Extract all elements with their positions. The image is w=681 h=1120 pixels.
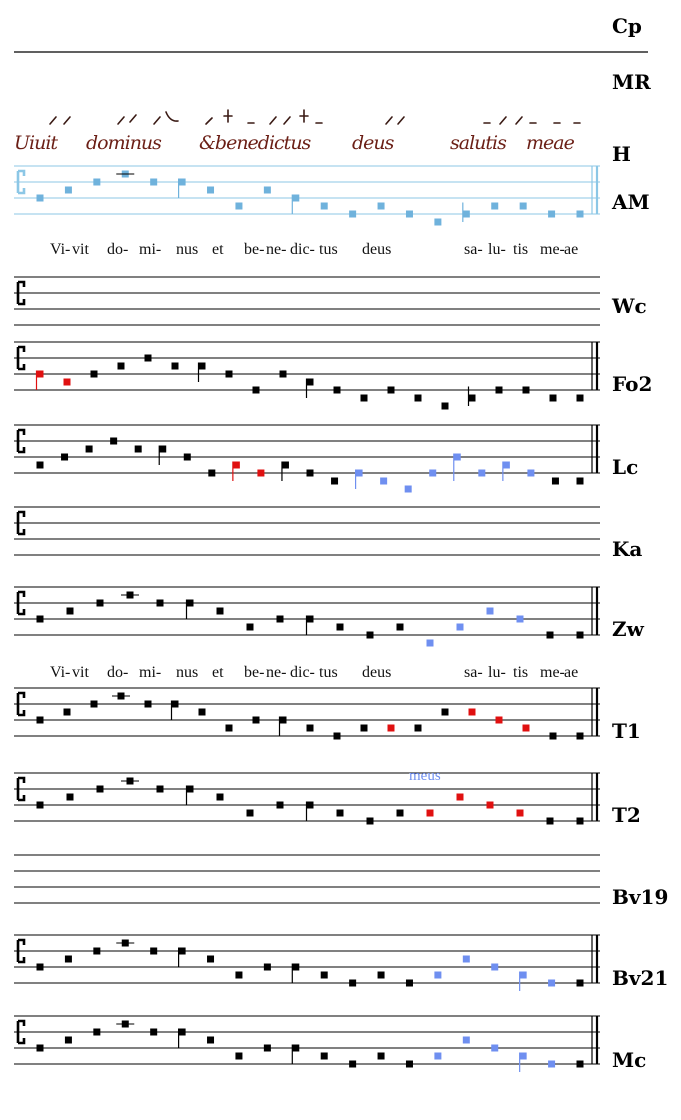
neume-note — [37, 371, 44, 378]
neume-note — [434, 1053, 441, 1060]
neume-note — [478, 470, 485, 477]
neume-note — [307, 470, 314, 477]
neume-note — [457, 794, 464, 801]
neume-note — [463, 956, 470, 963]
neume-note — [434, 972, 441, 979]
neume-note — [217, 608, 224, 615]
variant-text-meus: meus — [409, 768, 441, 784]
syllable: ne- — [266, 664, 287, 681]
syllable: do- — [107, 241, 129, 258]
neume-note — [207, 1037, 214, 1044]
neume-note — [61, 454, 68, 461]
syllable: tus — [319, 241, 338, 258]
syllable: sa- — [464, 664, 483, 681]
neume-note — [67, 794, 74, 801]
neume-note — [172, 701, 179, 708]
neume-note — [442, 403, 449, 410]
neume-note — [429, 470, 436, 477]
syllable: be- — [244, 241, 265, 258]
neume-note — [491, 203, 498, 210]
neume-note — [380, 478, 387, 485]
syllable: do- — [107, 664, 129, 681]
neume-note — [577, 980, 584, 987]
neume-note — [135, 446, 142, 453]
neume-marks-icon — [14, 104, 604, 132]
syllable: vit — [72, 241, 89, 258]
neume-note — [577, 211, 584, 218]
neume-note — [517, 616, 524, 623]
neume-note — [65, 956, 72, 963]
syllable: dic- — [290, 664, 315, 681]
neume-note — [247, 810, 254, 817]
neume-note — [520, 203, 527, 210]
label-h: H — [612, 142, 631, 166]
neume-note — [321, 203, 328, 210]
ms-word: salutis — [450, 132, 506, 154]
neume-note — [307, 725, 314, 732]
neume-note — [199, 363, 206, 370]
neume-note — [91, 371, 98, 378]
neume-note — [577, 478, 584, 485]
neume-note — [307, 379, 314, 386]
neume-note — [292, 964, 299, 971]
neume-note — [37, 462, 44, 469]
neume-note — [64, 379, 71, 386]
syllable: be- — [244, 664, 265, 681]
neume-note — [454, 454, 461, 461]
neume-note — [184, 454, 191, 461]
neume-note — [337, 810, 344, 817]
neume-note — [463, 211, 470, 218]
label-wc: Wc — [612, 294, 647, 318]
neume-note — [235, 203, 242, 210]
neume-note — [199, 709, 206, 716]
neume-note — [491, 1045, 498, 1052]
ms-word: &benedictus — [199, 132, 311, 154]
neume-note — [179, 1029, 186, 1036]
label-mr: MR — [612, 70, 651, 94]
neume-note — [226, 371, 233, 378]
label-bv19: Bv19 — [612, 885, 669, 909]
neume-note — [496, 717, 503, 724]
syllable: nus — [176, 241, 199, 258]
neume-note — [406, 980, 413, 987]
neume-note — [547, 632, 554, 639]
syllable: tus — [319, 664, 338, 681]
neume-note — [187, 600, 194, 607]
neume-note — [307, 616, 314, 623]
neume-note — [577, 818, 584, 825]
neume-note — [145, 701, 152, 708]
neume-note — [361, 725, 368, 732]
neume-note — [233, 462, 240, 469]
neume-note — [226, 725, 233, 732]
neume-note — [550, 733, 557, 740]
neume-note — [548, 980, 555, 987]
neume-note — [217, 794, 224, 801]
neume-note — [277, 802, 284, 809]
neume-note — [150, 179, 157, 186]
syllable: nus — [176, 664, 199, 681]
neume-note — [157, 600, 164, 607]
neume-note — [110, 438, 117, 445]
ms-word: meae — [526, 132, 574, 154]
syllable: ne- — [266, 241, 287, 258]
syllable: deus — [362, 664, 392, 681]
neume-note — [367, 818, 374, 825]
manuscript-facsimile-h — [14, 104, 604, 166]
neume-note — [349, 1061, 356, 1068]
neume-note — [65, 187, 72, 194]
ms-word: deus — [352, 132, 394, 154]
neume-note — [179, 179, 186, 186]
neume-note — [577, 632, 584, 639]
label-lc: Lc — [612, 455, 639, 479]
neume-note — [331, 478, 338, 485]
neume-note — [577, 395, 584, 402]
neume-note — [292, 1045, 299, 1052]
neume-note — [378, 1053, 385, 1060]
neume-note — [307, 802, 314, 809]
neume-note — [86, 446, 93, 453]
neume-note — [321, 1053, 328, 1060]
label-fo2: Fo2 — [612, 372, 653, 396]
syllable: tis — [513, 241, 529, 258]
syllable: vit — [72, 664, 89, 681]
neume-note — [427, 810, 434, 817]
neume-note — [282, 462, 289, 469]
neume-note — [159, 446, 166, 453]
neume-note — [415, 725, 422, 732]
label-t1: T1 — [612, 719, 641, 743]
neume-note — [247, 624, 254, 631]
neume-note — [469, 709, 476, 716]
syllable: ae — [564, 241, 579, 258]
label-cp: Cp — [612, 14, 642, 38]
lyrics-line — [0, 241, 600, 261]
syllable: lu- — [488, 664, 506, 681]
neume-note — [37, 616, 44, 623]
neume-note — [367, 632, 374, 639]
neume-note — [253, 387, 260, 394]
neume-note — [548, 1061, 555, 1068]
neume-note — [280, 717, 287, 724]
syllable: mi- — [139, 241, 162, 258]
neume-note — [415, 395, 422, 402]
neume-note — [91, 701, 98, 708]
neume-note — [37, 717, 44, 724]
neume-note — [491, 964, 498, 971]
neume-note — [264, 964, 271, 971]
syllable: me- — [540, 664, 565, 681]
label-ka: Ka — [612, 537, 643, 561]
syllable: et — [212, 664, 224, 681]
neume-note — [207, 187, 214, 194]
neume-note — [334, 733, 341, 740]
neume-note — [93, 1029, 100, 1036]
neume-note — [487, 802, 494, 809]
neume-note — [552, 478, 559, 485]
neume-note — [520, 972, 527, 979]
neume-note — [65, 1037, 72, 1044]
neume-note — [405, 486, 412, 493]
neume-note — [469, 395, 476, 402]
neume-note — [172, 363, 179, 370]
neume-note — [277, 616, 284, 623]
neume-note — [361, 395, 368, 402]
syllable: ae — [564, 664, 579, 681]
syllable: Vi- — [50, 664, 71, 681]
neume-note — [37, 964, 44, 971]
neume-note — [179, 948, 186, 955]
neume-note — [93, 948, 100, 955]
neume-note — [264, 1045, 271, 1052]
neume-note — [349, 211, 356, 218]
neume-note — [150, 1029, 157, 1036]
neume-note — [187, 786, 194, 793]
neume-note — [406, 211, 413, 218]
label-t2: T2 — [612, 803, 641, 827]
neume-note — [150, 948, 157, 955]
neume-note — [292, 195, 299, 202]
neume-note — [520, 1053, 527, 1060]
neume-note — [547, 818, 554, 825]
neume-note — [442, 709, 449, 716]
neume-note — [253, 717, 260, 724]
neume-note — [67, 608, 74, 615]
neume-note — [378, 203, 385, 210]
neume-note — [157, 786, 164, 793]
neume-note — [503, 462, 510, 469]
neume-note — [235, 972, 242, 979]
syllable: lu- — [488, 241, 506, 258]
neume-note — [334, 387, 341, 394]
neume-note — [257, 470, 264, 477]
syllable: et — [212, 241, 224, 258]
neume-note — [496, 387, 503, 394]
neume-note — [207, 956, 214, 963]
syllable: mi- — [139, 664, 162, 681]
neume-note — [523, 387, 530, 394]
neume-note — [64, 709, 71, 716]
syllable: sa- — [464, 241, 483, 258]
neume-note — [145, 355, 152, 362]
ms-word: dominus — [86, 132, 161, 154]
label-bv21: Bv21 — [612, 966, 669, 990]
neume-note — [463, 1037, 470, 1044]
syllable: Vi- — [50, 241, 71, 258]
ms-word: Uiuit — [14, 132, 58, 154]
neume-note — [434, 219, 441, 226]
neume-note — [550, 395, 557, 402]
syllable: me- — [540, 241, 565, 258]
neume-note — [37, 195, 44, 202]
neume-note — [427, 640, 434, 647]
neume-note — [517, 810, 524, 817]
neume-note — [37, 1045, 44, 1052]
label-am: AM — [612, 190, 650, 214]
neume-note — [337, 624, 344, 631]
neume-note — [235, 1053, 242, 1060]
neume-note — [388, 725, 395, 732]
neume-note — [397, 810, 404, 817]
neume-note — [349, 980, 356, 987]
neume-note — [577, 733, 584, 740]
neume-note — [37, 802, 44, 809]
neume-note — [378, 972, 385, 979]
neume-note — [397, 624, 404, 631]
label-mc: Mc — [612, 1048, 647, 1072]
lyrics-line — [0, 664, 600, 684]
neume-note — [264, 187, 271, 194]
syllable: tis — [513, 664, 529, 681]
neume-note — [356, 470, 363, 477]
neume-note — [388, 387, 395, 394]
neume-note — [577, 1061, 584, 1068]
label-zw: Zw — [612, 617, 644, 641]
neume-note — [280, 371, 287, 378]
neume-note — [93, 179, 100, 186]
neume-note — [527, 470, 534, 477]
neume-note — [118, 363, 125, 370]
neume-note — [208, 470, 215, 477]
neume-note — [97, 600, 104, 607]
syllable: deus — [362, 241, 392, 258]
neume-note — [406, 1061, 413, 1068]
neume-note — [487, 608, 494, 615]
neume-note — [457, 624, 464, 631]
neume-note — [97, 786, 104, 793]
syllable: dic- — [290, 241, 315, 258]
neume-note — [321, 972, 328, 979]
neume-note — [548, 211, 555, 218]
neume-note — [523, 725, 530, 732]
